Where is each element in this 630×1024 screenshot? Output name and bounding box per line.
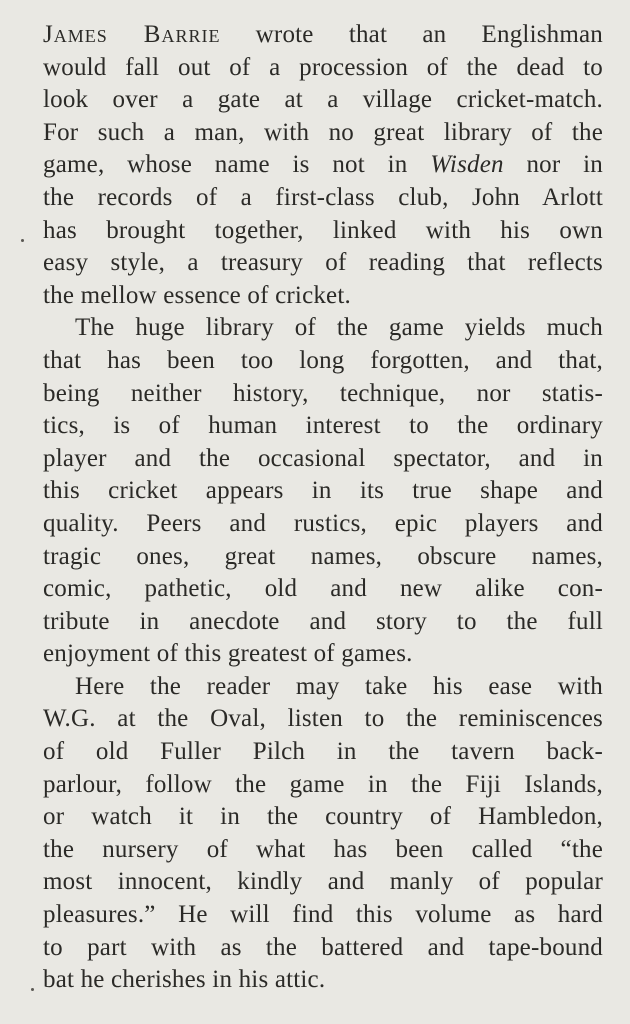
- wisden-title: Wisden: [430, 151, 504, 179]
- text-line: James Barrie wrote that an Englishman: [43, 21, 603, 48]
- text-line: easy style, a treasury of reading that reflects: [43, 249, 603, 277]
- text-line: the nursery of what has been called “the: [43, 835, 603, 863]
- text-line: comic, pathetic, old and new alike con-: [43, 575, 603, 603]
- text-line: game, whose name is not in Wisden nor in: [43, 151, 604, 179]
- paragraph-3: [43, 671, 603, 997]
- text-line: that has been too long forgotten, and that,: [43, 346, 603, 374]
- text-line: has brought together, linked with his own: [43, 216, 603, 244]
- text-line: most innocent, kindly and manly of popular: [43, 868, 603, 896]
- text-line: the mellow essence of cricket.: [43, 281, 351, 309]
- text-line: Here the reader may take his ease with: [75, 672, 603, 700]
- text-line: of old Fuller Pilch in the tavern back-: [43, 738, 603, 766]
- text-line: or watch it in the country of Hambledon,: [43, 803, 603, 831]
- text-line: tribute in anecdote and story to the full: [43, 607, 603, 635]
- text-line: look over a gate at a village cricket-match.: [43, 86, 603, 114]
- text-line: enjoyment of this greatest of games.: [43, 640, 413, 668]
- blurb-text: [43, 19, 603, 997]
- margin-speck: [31, 988, 34, 991]
- text-line: would fall out of a procession of the dead to: [43, 53, 603, 81]
- text-line: being neither history, technique, nor statis-: [43, 379, 603, 407]
- text-line: this cricket appears in its true shape and: [43, 477, 603, 505]
- text-line: The huge library of the game yields much: [75, 314, 603, 342]
- text-line: pleasures.” He will find this volume as hard: [43, 901, 603, 929]
- author-name: James Barrie: [43, 21, 221, 48]
- text-line: W.G. at the Oval, listen to the reminiscences: [43, 705, 603, 733]
- text-line: the records of a first-class club, John Arlott: [43, 183, 603, 211]
- paragraph-2: [43, 312, 603, 671]
- text-line: tics, is of human interest to the ordinary: [43, 412, 603, 440]
- text-line: bat he cherishes in his attic.: [43, 966, 326, 994]
- paragraph-1: [43, 19, 603, 312]
- text-line: player and the occasional spectator, and in: [43, 444, 603, 472]
- text-line: For such a man, with no great library of the: [43, 118, 603, 146]
- text-line: tragic ones, great names, obscure names,: [43, 542, 603, 570]
- text-line: quality. Peers and rustics, epic players and: [43, 509, 603, 537]
- text-line: to part with as the battered and tape-bound: [43, 933, 603, 961]
- text-line: parlour, follow the game in the Fiji Islands,: [43, 770, 603, 798]
- margin-speck: [21, 239, 24, 242]
